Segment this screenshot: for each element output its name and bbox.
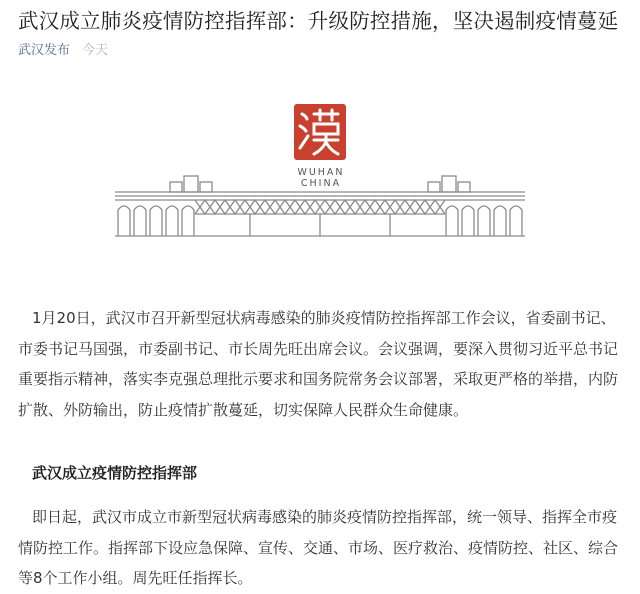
logo-text-china: CHINA — [300, 178, 342, 189]
seal-icon — [294, 104, 346, 160]
paragraph-1 — [18, 303, 618, 425]
article-meta — [18, 42, 108, 60]
article-title: 武汉成立肺炎疫情防控指挥部：升级防控措施，坚决遏制疫情蔓延 — [18, 9, 619, 33]
subheading — [18, 462, 618, 484]
wuhan-bridge-icon — [110, 96, 530, 246]
wuhan-logo — [110, 96, 530, 246]
subheading-text: 武汉成立疫情防控指挥部 — [32, 464, 198, 482]
logo-text-wuhan: WUHAN — [297, 167, 345, 178]
publish-time: 今天 — [82, 43, 109, 58]
source-link[interactable]: 武汉发布 — [18, 43, 71, 58]
paragraph-2 — [18, 502, 618, 594]
paragraph-2-text: 即日起，武汉市成立市新型冠状病毒感染的肺炎疫情防控指挥部，统一领导、指挥全市疫情防控工作。指挥部下设应急保障、宣传、交通、市场、医疗救治、疫情防控、社区、综合等8个工作小组。周先旺任指挥长。 — [18, 508, 619, 587]
paragraph-1-text: 1月20日，武汉市召开新型冠状病毒感染的肺炎疫情防控指挥部工作会议，省委副书记、市委书记马国强，市委副书记、市长周先旺出席会议。会议强调，要深入贯彻习近平总书记重要指示精神，落实李克强总理批示要求和国务院常务会议部署，采取更严格的举措，内防扩散、外防输出，防止疫情扩散蔓延，切实保障人民群众生命健康。 — [18, 309, 619, 419]
